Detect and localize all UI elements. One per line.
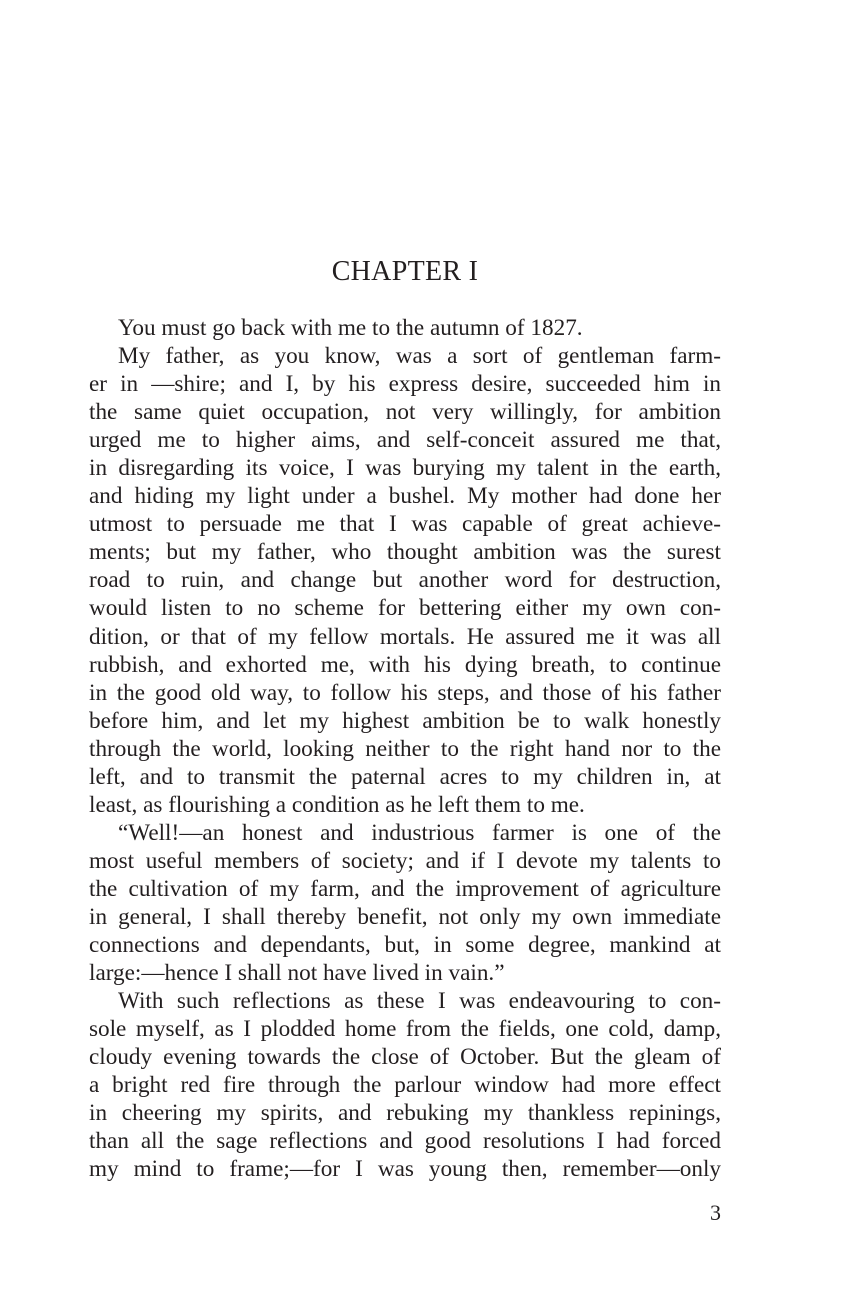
- text-line: “Well!—an honest and industrious farmer is one of the: [118, 819, 721, 846]
- text-line: er in —shire; and I, by his express desire, succeeded him in: [89, 371, 721, 398]
- chapter-body: [89, 314, 721, 1183]
- text-line: road to ruin, and change but another word for destruction,: [89, 567, 721, 594]
- text-line: in the good old way, to follow his steps, and those of his father: [89, 679, 721, 706]
- text-line: least, as flourishing a condition as he left them to me.: [89, 791, 585, 818]
- text-line: utmost to persuade me that I was capable of great achieve-: [89, 511, 721, 538]
- book-page: [89, 0, 721, 1312]
- text-line: than all the sage reflections and good resolutions I had forced: [89, 1128, 721, 1155]
- text-line: left, and to transmit the paternal acres to my children in, at: [89, 763, 721, 790]
- text-line: rubbish, and exhorted me, with his dying breath, to continue: [89, 651, 721, 678]
- text-line: in general, I shall thereby benefit, not only my own immediate: [89, 903, 721, 930]
- text-line: cloudy evening towards the close of October. But the gleam of: [89, 1044, 721, 1071]
- text-line: connections and dependants, but, in some degree, mankind at: [89, 932, 721, 959]
- text-line: You must go back with me to the autumn of 1827.: [118, 315, 583, 341]
- paragraph: [89, 342, 721, 819]
- text-line: would listen to no scheme for bettering either my own con-: [89, 595, 721, 622]
- text-line: before him, and let my highest ambition be to walk honestly: [89, 707, 721, 734]
- text-line: my mind to frame;—for I was young then, remember—only: [89, 1156, 721, 1183]
- text-line: the cultivation of my farm, and the improvement of agriculture: [89, 875, 721, 902]
- text-line: My father, as you know, was a sort of gentleman farm-: [118, 343, 721, 370]
- text-line: in disregarding its voice, I was burying my talent in the earth,: [89, 455, 721, 482]
- text-line: and hiding my light under a bushel. My mother had done her: [89, 483, 721, 510]
- text-line: large:—hence I shall not have lived in vain.”: [89, 960, 505, 987]
- text-line: dition, or that of my fellow mortals. He assured me it was all: [89, 623, 721, 650]
- chapter-title: CHAPTER I: [331, 255, 479, 288]
- paragraph: [89, 819, 721, 987]
- text-line: in cheering my spirits, and rebuking my thankless repinings,: [89, 1100, 721, 1127]
- page-number: 3: [710, 1200, 721, 1225]
- paragraph: [89, 987, 721, 1183]
- paragraph: [89, 314, 721, 342]
- text-line: a bright red fire through the parlour window had more effect: [89, 1072, 721, 1099]
- text-line: the same quiet occupation, not very willingly, for ambition: [89, 399, 721, 426]
- text-line: through the world, looking neither to the right hand nor to the: [89, 735, 721, 762]
- text-line: With such reflections as these I was endeavouring to con-: [118, 988, 721, 1015]
- text-line: urged me to higher aims, and self-conceit assured me that,: [89, 427, 721, 454]
- text-line: ments; but my father, who thought ambition was the surest: [89, 539, 721, 566]
- text-line: sole myself, as I plodded home from the fields, one cold, damp,: [89, 1016, 721, 1043]
- text-line: most useful members of society; and if I devote my talents to: [89, 847, 721, 874]
